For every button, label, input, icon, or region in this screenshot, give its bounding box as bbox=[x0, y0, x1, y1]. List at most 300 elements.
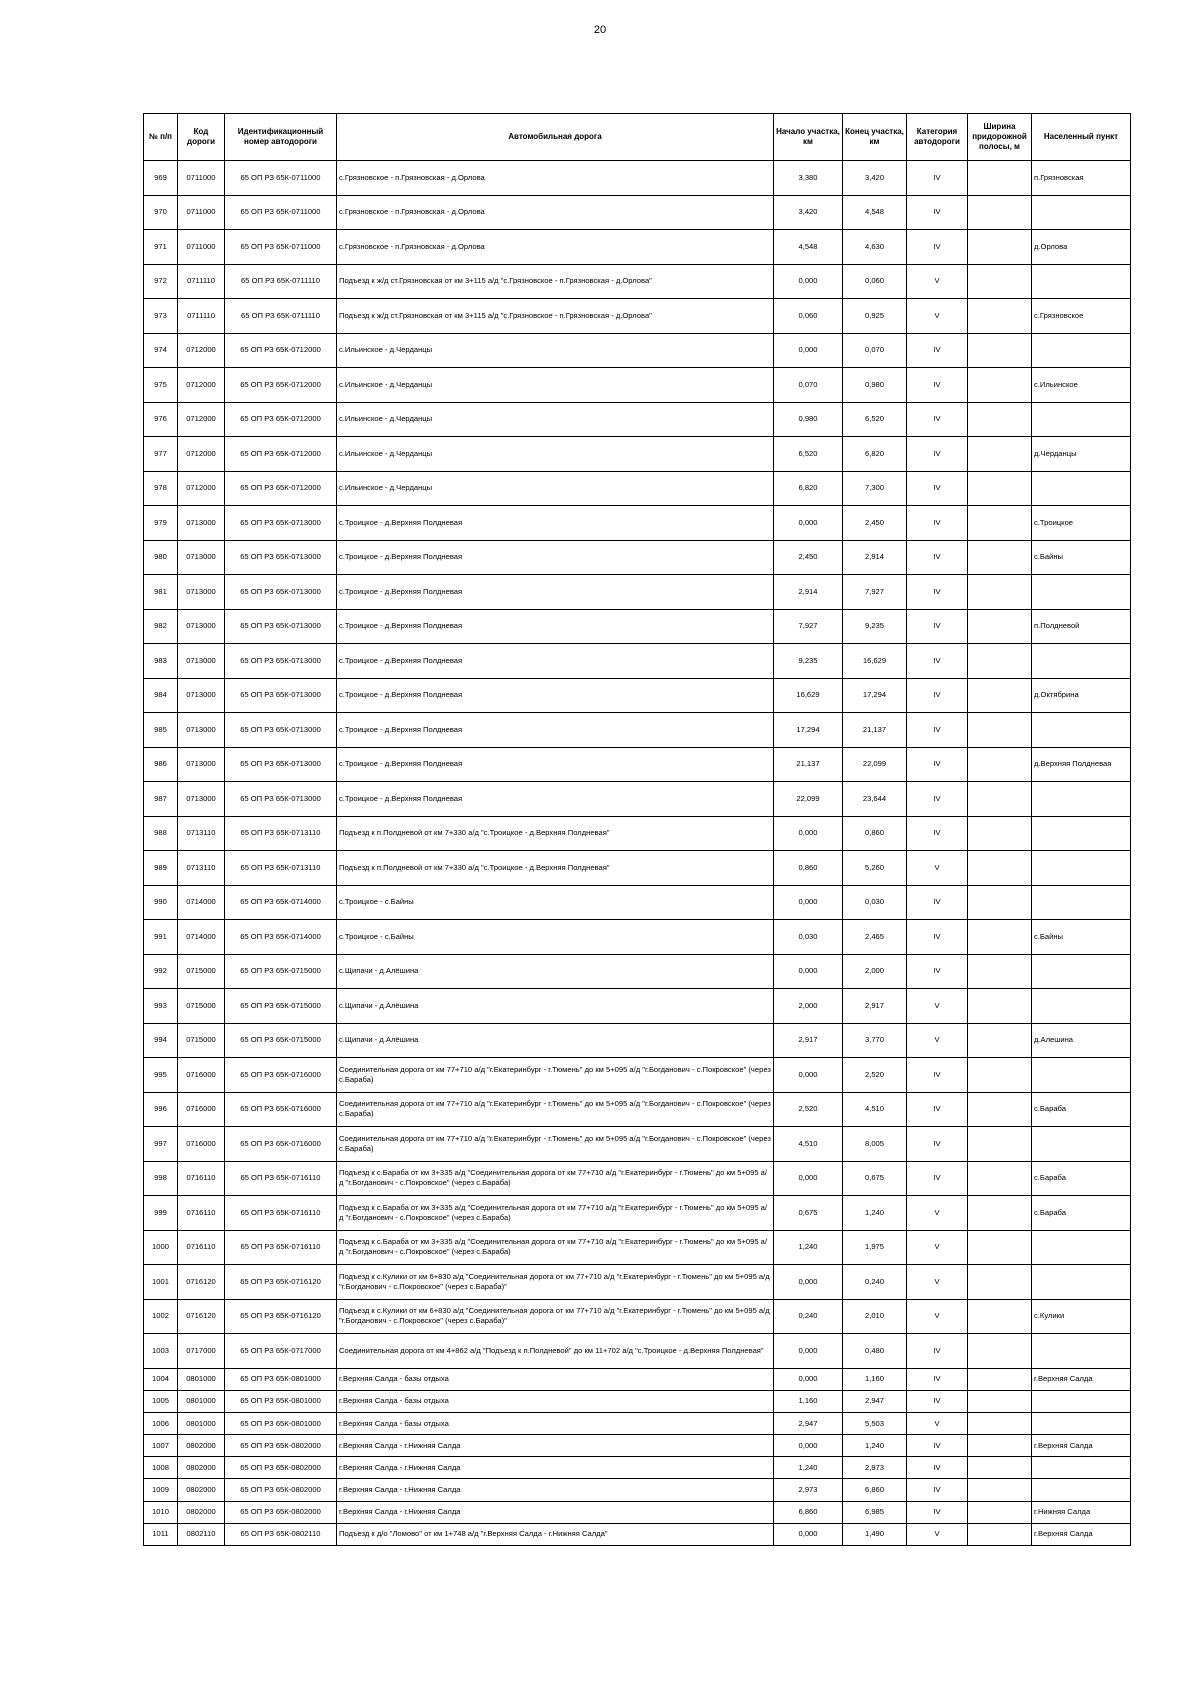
cell-place: г.Верхняя Салда bbox=[1032, 1368, 1131, 1390]
cell-end: 1,975 bbox=[843, 1230, 907, 1265]
cell-place: с.Бараба bbox=[1032, 1092, 1131, 1127]
cell-code: 0712000 bbox=[178, 437, 225, 472]
cell-place: д.Черданцы bbox=[1032, 437, 1131, 472]
cell-end: 2,973 bbox=[843, 1457, 907, 1479]
cell-end: 21,137 bbox=[843, 713, 907, 748]
cell-place bbox=[1032, 1334, 1131, 1369]
cell-width bbox=[968, 1523, 1032, 1545]
cell-road: с.Грязновское - п.Грязновская - д.Орлова bbox=[337, 230, 774, 265]
cell-code: 0714000 bbox=[178, 885, 225, 920]
cell-end: 0,675 bbox=[843, 1161, 907, 1196]
cell-code: 0716000 bbox=[178, 1058, 225, 1093]
cell-end: 0,070 bbox=[843, 333, 907, 368]
cell-cat: IV bbox=[907, 644, 968, 679]
cell-place bbox=[1032, 333, 1131, 368]
cell-ident: 65 ОП РЗ 65К-0717000 bbox=[225, 1334, 337, 1369]
cell-start: 2,450 bbox=[774, 540, 843, 575]
cell-cat: V bbox=[907, 1299, 968, 1334]
cell-road: Подъезд к с.Кулики от км 6+830 а/д "Соединительная дорога от км 77+710 а/д "г.Екатеринбург - г.Тюмень" до км 5+095 а/д "г.Богданович - с.Покровское" (через с.Бараба)" bbox=[337, 1265, 774, 1300]
cell-code: 0715000 bbox=[178, 954, 225, 989]
page-number: 20 bbox=[593, 24, 607, 36]
header-category: Категория автодороги bbox=[907, 114, 968, 161]
cell-num: 1001 bbox=[144, 1265, 178, 1300]
header-code: Код дороги bbox=[178, 114, 225, 161]
cell-num: 1000 bbox=[144, 1230, 178, 1265]
cell-num: 1002 bbox=[144, 1299, 178, 1334]
cell-cat: IV bbox=[907, 1457, 968, 1479]
cell-end: 3,770 bbox=[843, 1023, 907, 1058]
cell-road: г.Верхняя Салда - г.Нижняя Салда bbox=[337, 1501, 774, 1523]
cell-width bbox=[968, 1299, 1032, 1334]
cell-code: 0801000 bbox=[178, 1368, 225, 1390]
cell-code: 0712000 bbox=[178, 368, 225, 403]
table-row bbox=[144, 1265, 1131, 1300]
cell-start: 17,294 bbox=[774, 713, 843, 748]
cell-road: Соединительная дорога от км 4+862 а/д "Подъезд к п.Полдневой" до км 11+702 а/д "с.Троицкое - д.Верхняя Полдневая" bbox=[337, 1334, 774, 1369]
cell-end: 0,480 bbox=[843, 1334, 907, 1369]
cell-place bbox=[1032, 264, 1131, 299]
cell-num: 976 bbox=[144, 402, 178, 437]
cell-ident: 65 ОП РЗ 65К-0711000 bbox=[225, 230, 337, 265]
cell-cat: V bbox=[907, 1023, 968, 1058]
cell-road: Подъезд к с.Бараба от км 3+335 а/д "Соединительная дорога от км 77+710 а/д "г.Екатеринбург - г.Тюмень" до км 5+095 а/д "г.Богданович - с.Покровское" (через с.Бараба) bbox=[337, 1161, 774, 1196]
table-row bbox=[144, 713, 1131, 748]
cell-ident: 65 ОП РЗ 65К-0716000 bbox=[225, 1127, 337, 1162]
table-row bbox=[144, 1092, 1131, 1127]
cell-cat: IV bbox=[907, 1058, 968, 1093]
cell-code: 0711000 bbox=[178, 161, 225, 196]
cell-ident: 65 ОП РЗ 65К-0713000 bbox=[225, 540, 337, 575]
cell-width bbox=[968, 1265, 1032, 1300]
cell-end: 7,300 bbox=[843, 471, 907, 506]
cell-road: с.Троицкое - с.Байны bbox=[337, 920, 774, 955]
cell-cat: IV bbox=[907, 506, 968, 541]
cell-place bbox=[1032, 851, 1131, 886]
cell-code: 0713000 bbox=[178, 782, 225, 817]
cell-cat: IV bbox=[907, 885, 968, 920]
cell-cat: IV bbox=[907, 437, 968, 472]
table-row bbox=[144, 1457, 1131, 1479]
cell-road: Подъезд к ж/д ст.Грязновская от км 3+115 а/д "с.Грязновское - п.Грязновская - д.Орлова" bbox=[337, 264, 774, 299]
cell-code: 0715000 bbox=[178, 989, 225, 1024]
cell-road: Подъезд к д/о "Ломово" от км 1+748 а/д "г.Верхняя Салда - г.Нижняя Салда" bbox=[337, 1523, 774, 1545]
cell-start: 0,980 bbox=[774, 402, 843, 437]
table-row bbox=[144, 540, 1131, 575]
cell-cat: IV bbox=[907, 230, 968, 265]
cell-width bbox=[968, 1457, 1032, 1479]
cell-cat: IV bbox=[907, 195, 968, 230]
cell-start: 1,160 bbox=[774, 1390, 843, 1412]
cell-start: 6,820 bbox=[774, 471, 843, 506]
cell-width bbox=[968, 230, 1032, 265]
cell-start: 0,000 bbox=[774, 333, 843, 368]
table-row bbox=[144, 1196, 1131, 1231]
cell-ident: 65 ОП РЗ 65К-0716120 bbox=[225, 1299, 337, 1334]
cell-start: 9,235 bbox=[774, 644, 843, 679]
cell-num: 991 bbox=[144, 920, 178, 955]
table-row bbox=[144, 1479, 1131, 1501]
table-row bbox=[144, 851, 1131, 886]
cell-width bbox=[968, 609, 1032, 644]
cell-width bbox=[968, 816, 1032, 851]
cell-ident: 65 ОП РЗ 65К-0802000 bbox=[225, 1435, 337, 1457]
cell-place: с.Кулики bbox=[1032, 1299, 1131, 1334]
cell-ident: 65 ОП РЗ 65К-0801000 bbox=[225, 1412, 337, 1434]
cell-start: 22,099 bbox=[774, 782, 843, 817]
cell-road: Подъезд к п.Полдневой от км 7+330 а/д "с.Троицкое - д.Верхняя Полдневая" bbox=[337, 816, 774, 851]
cell-end: 22,099 bbox=[843, 747, 907, 782]
cell-num: 1008 bbox=[144, 1457, 178, 1479]
cell-end: 1,160 bbox=[843, 1368, 907, 1390]
table-row bbox=[144, 471, 1131, 506]
cell-end: 7,927 bbox=[843, 575, 907, 610]
cell-num: 970 bbox=[144, 195, 178, 230]
cell-width bbox=[968, 506, 1032, 541]
header-place: Населенный пункт bbox=[1032, 114, 1131, 161]
cell-cat: IV bbox=[907, 161, 968, 196]
cell-place: д.Орлова bbox=[1032, 230, 1131, 265]
cell-width bbox=[968, 1092, 1032, 1127]
cell-end: 1,240 bbox=[843, 1196, 907, 1231]
cell-place bbox=[1032, 1412, 1131, 1434]
cell-num: 988 bbox=[144, 816, 178, 851]
cell-ident: 65 ОП РЗ 65К-0802000 bbox=[225, 1457, 337, 1479]
cell-place bbox=[1032, 1479, 1131, 1501]
cell-width bbox=[968, 954, 1032, 989]
cell-cat: V bbox=[907, 989, 968, 1024]
table-row bbox=[144, 885, 1131, 920]
cell-road: с.Щипачи - д.Алёшина bbox=[337, 954, 774, 989]
cell-cat: V bbox=[907, 264, 968, 299]
cell-code: 0713000 bbox=[178, 506, 225, 541]
cell-ident: 65 ОП РЗ 65К-0716120 bbox=[225, 1265, 337, 1300]
cell-road: г.Верхняя Салда - базы отдыха bbox=[337, 1368, 774, 1390]
cell-ident: 65 ОП РЗ 65К-0716000 bbox=[225, 1092, 337, 1127]
cell-cat: IV bbox=[907, 747, 968, 782]
cell-end: 4,510 bbox=[843, 1092, 907, 1127]
table-body bbox=[144, 161, 1131, 1546]
table-row bbox=[144, 402, 1131, 437]
cell-start: 2,947 bbox=[774, 1412, 843, 1434]
cell-width bbox=[968, 1196, 1032, 1231]
cell-end: 0,925 bbox=[843, 299, 907, 334]
cell-start: 2,917 bbox=[774, 1023, 843, 1058]
cell-road: Соединительная дорога от км 77+710 а/д "г.Екатеринбург - г.Тюмень" до км 5+095 а/д "г.Богданович - с.Покровское" (через с.Бараба) bbox=[337, 1058, 774, 1093]
cell-road: с.Ильинское - д.Черданцы bbox=[337, 402, 774, 437]
cell-road: Подъезд к с.Кулики от км 6+830 а/д "Соединительная дорога от км 77+710 а/д "г.Екатеринбург - г.Тюмень" до км 5+095 а/д "г.Богданович - с.Покровское" (через с.Бараба)" bbox=[337, 1299, 774, 1334]
cell-num: 1007 bbox=[144, 1435, 178, 1457]
cell-ident: 65 ОП РЗ 65К-0713000 bbox=[225, 678, 337, 713]
cell-road: с.Грязновское - п.Грязновская - д.Орлова bbox=[337, 161, 774, 196]
cell-place: с.Троицкое bbox=[1032, 506, 1131, 541]
cell-num: 989 bbox=[144, 851, 178, 886]
table-header-row bbox=[144, 114, 1131, 161]
cell-num: 983 bbox=[144, 644, 178, 679]
cell-width bbox=[968, 782, 1032, 817]
cell-width bbox=[968, 1161, 1032, 1196]
table-row bbox=[144, 437, 1131, 472]
cell-ident: 65 ОП РЗ 65К-0716110 bbox=[225, 1161, 337, 1196]
cell-code: 0712000 bbox=[178, 402, 225, 437]
table-row bbox=[144, 1299, 1131, 1334]
cell-width bbox=[968, 678, 1032, 713]
cell-end: 8,005 bbox=[843, 1127, 907, 1162]
table-row bbox=[144, 195, 1131, 230]
cell-end: 17,294 bbox=[843, 678, 907, 713]
cell-code: 0713000 bbox=[178, 575, 225, 610]
cell-end: 1,490 bbox=[843, 1523, 907, 1545]
cell-cat: IV bbox=[907, 1390, 968, 1412]
cell-code: 0713000 bbox=[178, 747, 225, 782]
cell-cat: IV bbox=[907, 1127, 968, 1162]
cell-num: 994 bbox=[144, 1023, 178, 1058]
cell-num: 987 bbox=[144, 782, 178, 817]
cell-width bbox=[968, 161, 1032, 196]
cell-code: 0712000 bbox=[178, 333, 225, 368]
cell-end: 0,240 bbox=[843, 1265, 907, 1300]
cell-width bbox=[968, 1412, 1032, 1434]
table-row bbox=[144, 1523, 1131, 1545]
cell-place bbox=[1032, 575, 1131, 610]
cell-road: с.Ильинское - д.Черданцы bbox=[337, 437, 774, 472]
cell-num: 1003 bbox=[144, 1334, 178, 1369]
cell-start: 2,914 bbox=[774, 575, 843, 610]
cell-width bbox=[968, 989, 1032, 1024]
cell-num: 971 bbox=[144, 230, 178, 265]
table-row bbox=[144, 1230, 1131, 1265]
cell-ident: 65 ОП РЗ 65К-0713000 bbox=[225, 609, 337, 644]
cell-num: 969 bbox=[144, 161, 178, 196]
cell-code: 0802000 bbox=[178, 1457, 225, 1479]
cell-num: 997 bbox=[144, 1127, 178, 1162]
cell-width bbox=[968, 1058, 1032, 1093]
cell-start: 0,000 bbox=[774, 1334, 843, 1369]
cell-end: 0,860 bbox=[843, 816, 907, 851]
cell-end: 6,520 bbox=[843, 402, 907, 437]
cell-road: с.Грязновское - п.Грязновская - д.Орлова bbox=[337, 195, 774, 230]
cell-cat: V bbox=[907, 1523, 968, 1545]
cell-ident: 65 ОП РЗ 65К-0711000 bbox=[225, 161, 337, 196]
cell-start: 6,520 bbox=[774, 437, 843, 472]
cell-start: 21,137 bbox=[774, 747, 843, 782]
table-row bbox=[144, 1334, 1131, 1369]
cell-road: г.Верхняя Салда - базы отдыха bbox=[337, 1412, 774, 1434]
table-row bbox=[144, 1023, 1131, 1058]
table-row bbox=[144, 747, 1131, 782]
cell-cat: IV bbox=[907, 1334, 968, 1369]
cell-ident: 65 ОП РЗ 65К-0712000 bbox=[225, 402, 337, 437]
cell-end: 1,240 bbox=[843, 1435, 907, 1457]
cell-place: д.Верхняя Полдневая bbox=[1032, 747, 1131, 782]
cell-ident: 65 ОП РЗ 65К-0713110 bbox=[225, 851, 337, 886]
cell-cat: IV bbox=[907, 402, 968, 437]
cell-code: 0711000 bbox=[178, 230, 225, 265]
table-row bbox=[144, 1412, 1131, 1434]
cell-place bbox=[1032, 1265, 1131, 1300]
cell-place: с.Бараба bbox=[1032, 1161, 1131, 1196]
table-row bbox=[144, 920, 1131, 955]
table-row bbox=[144, 1368, 1131, 1390]
cell-start: 1,240 bbox=[774, 1230, 843, 1265]
table-row bbox=[144, 782, 1131, 817]
cell-cat: IV bbox=[907, 1092, 968, 1127]
cell-start: 0,070 bbox=[774, 368, 843, 403]
cell-num: 996 bbox=[144, 1092, 178, 1127]
cell-road: с.Троицкое - с.Байны bbox=[337, 885, 774, 920]
cell-num: 1009 bbox=[144, 1479, 178, 1501]
cell-place bbox=[1032, 1127, 1131, 1162]
cell-num: 984 bbox=[144, 678, 178, 713]
cell-end: 5,260 bbox=[843, 851, 907, 886]
cell-place: с.Байны bbox=[1032, 920, 1131, 955]
cell-start: 0,000 bbox=[774, 885, 843, 920]
roads-table bbox=[143, 113, 1131, 1546]
cell-end: 5,503 bbox=[843, 1412, 907, 1434]
cell-place bbox=[1032, 195, 1131, 230]
cell-road: г.Верхняя Салда - г.Нижняя Салда bbox=[337, 1435, 774, 1457]
cell-ident: 65 ОП РЗ 65К-0801000 bbox=[225, 1390, 337, 1412]
cell-place: п.Грязновская bbox=[1032, 161, 1131, 196]
cell-road: с.Троицкое - д.Верхняя Полдневая bbox=[337, 609, 774, 644]
cell-start: 2,520 bbox=[774, 1092, 843, 1127]
cell-num: 999 bbox=[144, 1196, 178, 1231]
cell-place bbox=[1032, 1457, 1131, 1479]
cell-width bbox=[968, 851, 1032, 886]
cell-end: 6,985 bbox=[843, 1501, 907, 1523]
cell-code: 0801000 bbox=[178, 1412, 225, 1434]
cell-code: 0717000 bbox=[178, 1334, 225, 1369]
cell-num: 972 bbox=[144, 264, 178, 299]
cell-end: 2,947 bbox=[843, 1390, 907, 1412]
cell-code: 0716110 bbox=[178, 1230, 225, 1265]
cell-end: 23,644 bbox=[843, 782, 907, 817]
cell-ident: 65 ОП РЗ 65К-0716110 bbox=[225, 1230, 337, 1265]
cell-ident: 65 ОП РЗ 65К-0713110 bbox=[225, 816, 337, 851]
cell-width bbox=[968, 333, 1032, 368]
header-road: Автомобильная дорога bbox=[337, 114, 774, 161]
cell-num: 978 bbox=[144, 471, 178, 506]
cell-cat: IV bbox=[907, 368, 968, 403]
table-row bbox=[144, 1058, 1131, 1093]
cell-code: 0713110 bbox=[178, 851, 225, 886]
cell-code: 0802000 bbox=[178, 1501, 225, 1523]
cell-cat: IV bbox=[907, 333, 968, 368]
cell-cat: V bbox=[907, 1230, 968, 1265]
cell-road: Подъезд к ж/д ст.Грязновская от км 3+115 а/д "с.Грязновское - п.Грязновская - д.Орлова" bbox=[337, 299, 774, 334]
cell-code: 0716110 bbox=[178, 1161, 225, 1196]
cell-num: 973 bbox=[144, 299, 178, 334]
cell-width bbox=[968, 195, 1032, 230]
cell-road: с.Ильинское - д.Черданцы bbox=[337, 368, 774, 403]
cell-width bbox=[968, 264, 1032, 299]
cell-road: Подъезд к с.Бараба от км 3+335 а/д "Соединительная дорога от км 77+710 а/д "г.Екатеринбург - г.Тюмень" до км 5+095 а/д "г.Богданович - с.Покровское" (через с.Бараба) bbox=[337, 1196, 774, 1231]
cell-road: с.Троицкое - д.Верхняя Полдневая bbox=[337, 747, 774, 782]
cell-start: 0,000 bbox=[774, 506, 843, 541]
cell-road: г.Верхняя Салда - г.Нижняя Салда bbox=[337, 1479, 774, 1501]
cell-ident: 65 ОП РЗ 65К-0715000 bbox=[225, 1023, 337, 1058]
cell-code: 0802000 bbox=[178, 1435, 225, 1457]
cell-end: 9,235 bbox=[843, 609, 907, 644]
cell-end: 4,630 bbox=[843, 230, 907, 265]
cell-width bbox=[968, 644, 1032, 679]
cell-cat: IV bbox=[907, 920, 968, 955]
cell-road: Подъезд к п.Полдневой от км 7+330 а/д "с.Троицкое - д.Верхняя Полдневая" bbox=[337, 851, 774, 886]
cell-start: 0,000 bbox=[774, 1161, 843, 1196]
cell-ident: 65 ОП РЗ 65К-0802000 bbox=[225, 1501, 337, 1523]
cell-cat: IV bbox=[907, 678, 968, 713]
cell-code: 0711110 bbox=[178, 264, 225, 299]
cell-place bbox=[1032, 782, 1131, 817]
cell-start: 0,675 bbox=[774, 1196, 843, 1231]
cell-road: г.Верхняя Салда - г.Нижняя Салда bbox=[337, 1457, 774, 1479]
cell-cat: V bbox=[907, 1265, 968, 1300]
cell-num: 982 bbox=[144, 609, 178, 644]
cell-width bbox=[968, 920, 1032, 955]
cell-road: с.Троицкое - д.Верхняя Полдневая bbox=[337, 575, 774, 610]
cell-ident: 65 ОП РЗ 65К-0713000 bbox=[225, 506, 337, 541]
cell-end: 2,450 bbox=[843, 506, 907, 541]
table-row bbox=[144, 954, 1131, 989]
cell-road: с.Троицкое - д.Верхняя Полдневая bbox=[337, 678, 774, 713]
cell-ident: 65 ОП РЗ 65К-0713000 bbox=[225, 782, 337, 817]
cell-num: 990 bbox=[144, 885, 178, 920]
cell-start: 2,000 bbox=[774, 989, 843, 1024]
cell-cat: IV bbox=[907, 609, 968, 644]
cell-place bbox=[1032, 713, 1131, 748]
cell-cat: IV bbox=[907, 1368, 968, 1390]
cell-num: 992 bbox=[144, 954, 178, 989]
cell-cat: V bbox=[907, 1196, 968, 1231]
cell-road: с.Троицкое - д.Верхняя Полдневая bbox=[337, 644, 774, 679]
cell-code: 0713000 bbox=[178, 609, 225, 644]
cell-num: 977 bbox=[144, 437, 178, 472]
cell-end: 0,030 bbox=[843, 885, 907, 920]
cell-ident: 65 ОП РЗ 65К-0712000 bbox=[225, 437, 337, 472]
cell-width bbox=[968, 747, 1032, 782]
cell-cat: IV bbox=[907, 782, 968, 817]
cell-ident: 65 ОП РЗ 65К-0715000 bbox=[225, 989, 337, 1024]
cell-start: 16,629 bbox=[774, 678, 843, 713]
cell-end: 2,000 bbox=[843, 954, 907, 989]
cell-end: 0,060 bbox=[843, 264, 907, 299]
cell-code: 0711110 bbox=[178, 299, 225, 334]
cell-width bbox=[968, 299, 1032, 334]
cell-num: 998 bbox=[144, 1161, 178, 1196]
cell-cat: IV bbox=[907, 954, 968, 989]
cell-road: Подъезд к с.Бараба от км 3+335 а/д "Соединительная дорога от км 77+710 а/д "г.Екатеринбург - г.Тюмень" до км 5+095 а/д "г.Богданович - с.Покровское" (через с.Бараба) bbox=[337, 1230, 774, 1265]
cell-end: 2,917 bbox=[843, 989, 907, 1024]
cell-ident: 65 ОП РЗ 65К-0801000 bbox=[225, 1368, 337, 1390]
cell-cat: IV bbox=[907, 575, 968, 610]
cell-num: 974 bbox=[144, 333, 178, 368]
cell-code: 0715000 bbox=[178, 1023, 225, 1058]
cell-place bbox=[1032, 471, 1131, 506]
cell-width bbox=[968, 1479, 1032, 1501]
cell-ident: 65 ОП РЗ 65К-0713000 bbox=[225, 747, 337, 782]
cell-end: 2,010 bbox=[843, 1299, 907, 1334]
table-row bbox=[144, 1127, 1131, 1162]
header-start: Начало участка, км bbox=[774, 114, 843, 161]
cell-ident: 65 ОП РЗ 65К-0712000 bbox=[225, 471, 337, 506]
cell-cat: IV bbox=[907, 540, 968, 575]
cell-road: Соединительная дорога от км 77+710 а/д "г.Екатеринбург - г.Тюмень" до км 5+095 а/д "г.Богданович - с.Покровское" (через с.Бараба) bbox=[337, 1092, 774, 1127]
cell-start: 1,240 bbox=[774, 1457, 843, 1479]
cell-num: 1005 bbox=[144, 1390, 178, 1412]
table-row bbox=[144, 368, 1131, 403]
table-row bbox=[144, 264, 1131, 299]
cell-start: 0,030 bbox=[774, 920, 843, 955]
cell-place bbox=[1032, 402, 1131, 437]
